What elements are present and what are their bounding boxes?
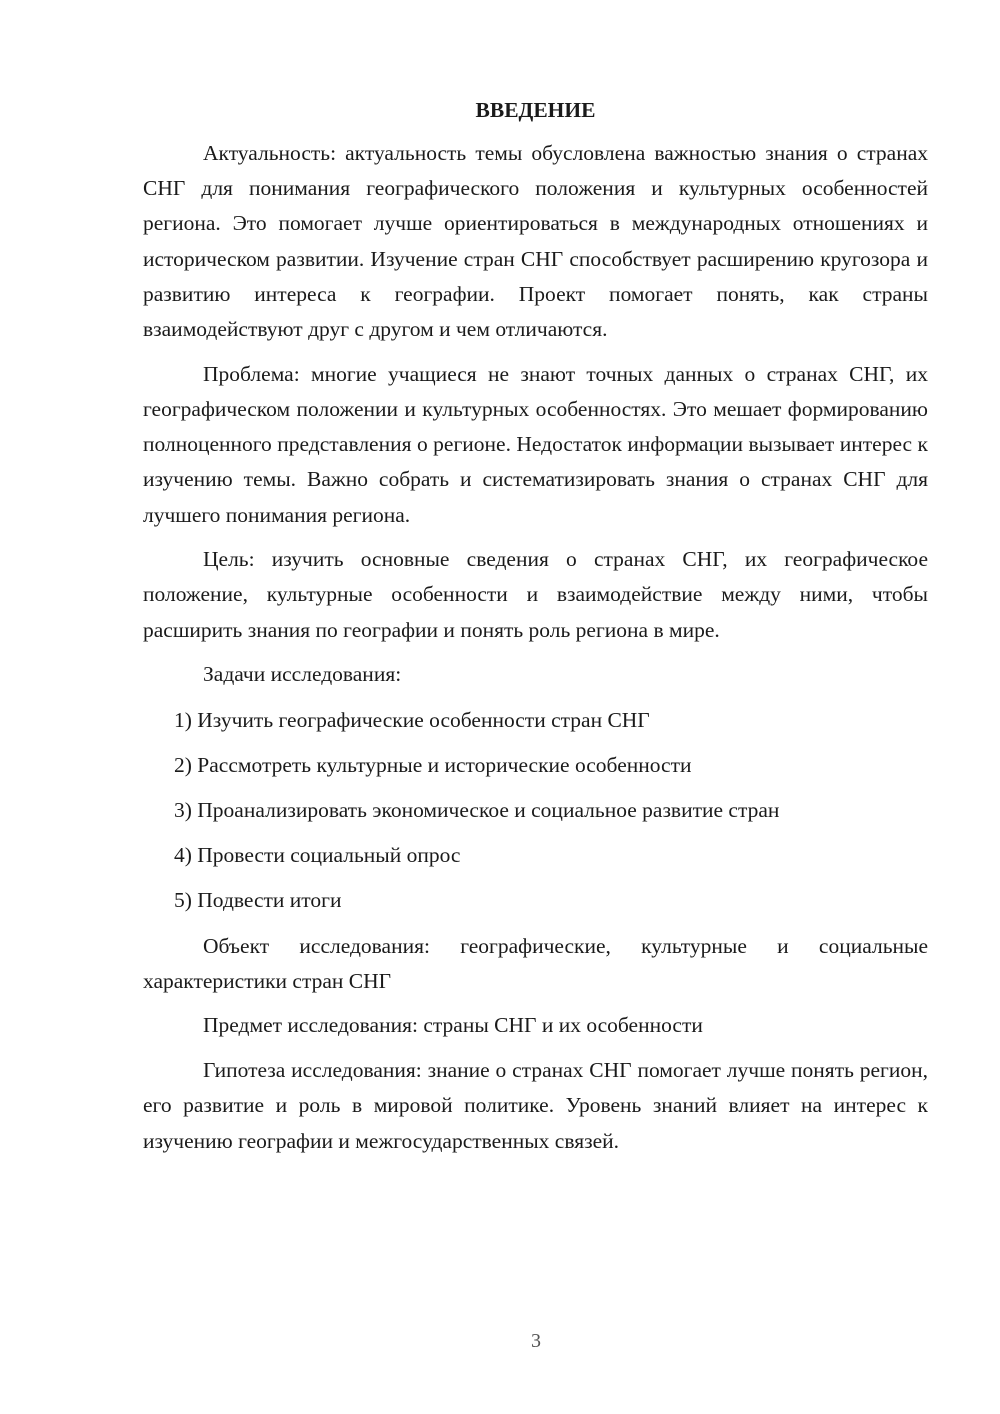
hypothesis-paragraph: Гипотеза исследования: знание о странах СНГ помогает лучше понять регион, его развитие и роль в мировой политике. Уровень знаний влияет на интерес к изучению географии и межгосударственных связей. xyxy=(143,1058,928,1153)
tasks-list xyxy=(143,703,928,919)
task-item: 5) Подвести итоги xyxy=(174,888,342,913)
task-item: 3) Проанализировать экономическое и социальное развитие стран xyxy=(174,797,780,822)
relevance-paragraph: Актуальность: актуальность темы обусловлена важностью знания о странах СНГ для понимания географического положения и культурных особенностей региона. Это помогает лучше ориентироваться в международных отношениях и историческом развитии. Изучение стран СНГ способствует расширению кругозора и развитию интереса к географии. Проект помогает понять, как страны взаимодействуют друг с другом и чем отличаются. xyxy=(143,141,928,342)
goal-paragraph: Цель: изучить основные сведения о странах СНГ, их географическое положение, культурные особенности и взаимодействие между ними, чтобы расширить знания по географии и понять роль региона в мире. xyxy=(143,547,928,642)
task-item: 2) Рассмотреть культурные и исторические особенности xyxy=(174,752,692,777)
tasks-heading: Задачи исследования: xyxy=(203,662,402,687)
object-paragraph: Объект исследования: географические, культурные и социальные характеристики стран СНГ xyxy=(143,933,928,993)
task-item: 4) Провести социальный опрос xyxy=(174,843,461,868)
problem-paragraph: Проблема: многие учащиеся не знают точных данных о странах СНГ, их географическом положении и культурных особенностях. Это мешает формированию полноценного представления о регионе. Недостаток информации вызывает интерес к изучению темы. Важно собрать и систематизировать знания о странах СНГ для лучшего понимания региона. xyxy=(143,361,928,527)
page-title: ВВЕДЕНИЕ xyxy=(475,98,596,122)
subject-paragraph: Предмет исследования: страны СНГ и их особенности xyxy=(203,1013,703,1038)
document-page xyxy=(143,92,928,1168)
page-number: 3 xyxy=(531,1330,541,1352)
task-item: 1) Изучить географические особенности стран СНГ xyxy=(174,707,650,732)
